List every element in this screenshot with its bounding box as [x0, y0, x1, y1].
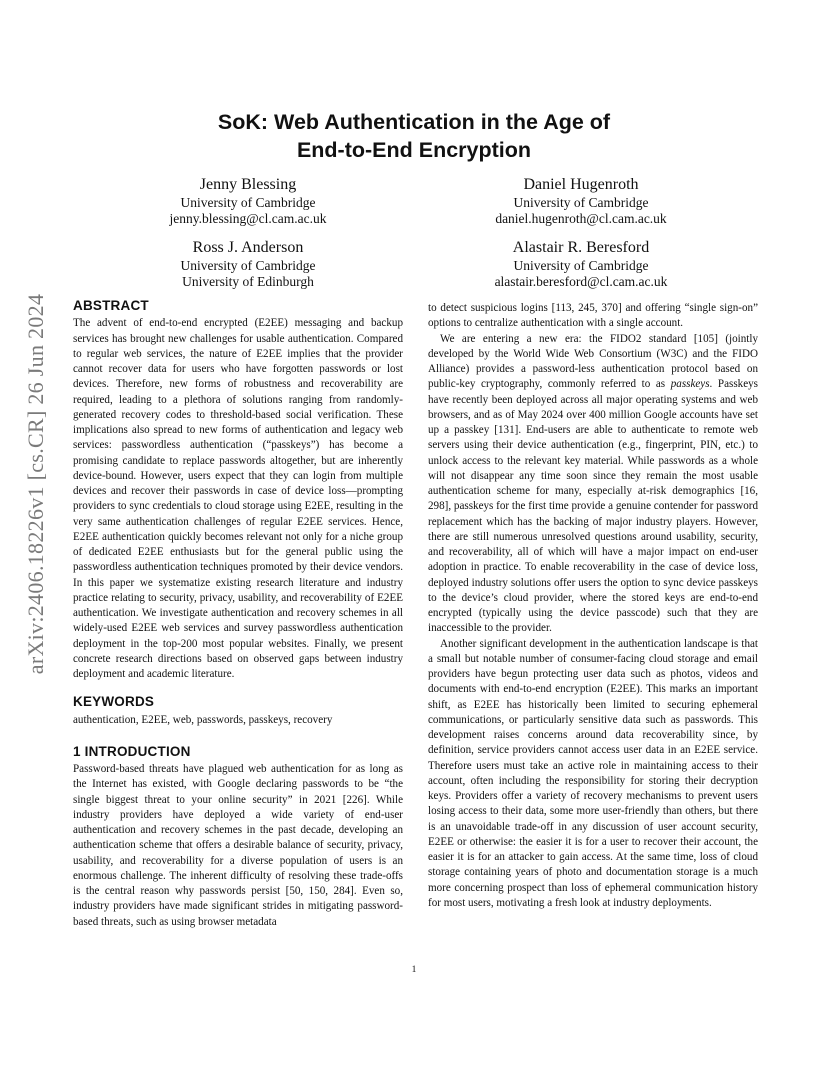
author-email: daniel.hugenroth@cl.cam.ac.uk — [495, 211, 667, 226]
abstract-heading: ABSTRACT — [73, 298, 149, 313]
keywords-heading: KEYWORDS — [73, 694, 155, 710]
paper-title — [0, 108, 828, 164]
author-block-1 — [98, 175, 398, 227]
author-block-4 — [431, 238, 731, 290]
paragraph-fido2-emphasis: passkeys — [670, 378, 710, 391]
author-email: alastair.beresford@cl.cam.ac.uk — [494, 274, 668, 289]
paragraph-continued: to detect suspicious logins [113, 245, 370] and offering “single sign-on” options to centralize authentication with a single account. — [428, 302, 758, 330]
left-column — [73, 298, 403, 930]
author-affiliation: University of Cambridge — [513, 195, 649, 210]
author-affiliation-2: University of Edinburgh — [182, 274, 314, 289]
arxiv-identifier — [20, 290, 52, 678]
author-name: Jenny Blessing — [199, 176, 297, 193]
author-name: Ross J. Anderson — [192, 239, 304, 256]
author-name: Alastair R. Beresford — [512, 239, 650, 256]
arxiv-identifier-text: arXiv:2406.18226v1 [cs.CR] 26 Jun 2024 — [23, 293, 48, 675]
author-email: jenny.blessing@cl.cam.ac.uk — [169, 211, 327, 226]
title-line-2: End-to-End Encryption — [296, 138, 532, 162]
paragraph-fido2 — [428, 332, 758, 637]
keywords-text: authentication, E2EE, web, passwords, passkeys, recovery — [73, 713, 333, 726]
abstract-text: The advent of end-to-end encrypted (E2EE) messaging and backup services has brought new challenges for usable authentication. Compared to regular web services, the nature of E2EE implies that the provider cannot recover data for users who have forgotten passwords or lost devices. Therefore, new forms of robustness and recoverability are required, leading to a plethora of solutions ranging from randomly-generated recovery codes to threshold-based social verification. These implications also spread to new forms of authentication and legacy web services: passwordless authentication (“passkeys”) has become a promising candidate to replace passwords altogether, but are inherently device-bound. However, users expect that they can login from multiple devices and recover their passwords in case of device loss—prompting providers to sync credentials to cloud storage using E2EE, resulting in the very same authentication challenges of regular E2EE services. Hence, E2EE authentication quickly becomes relevant not only for a niche group of dedicated E2EE enthusiasts but for the general public using the passwordless authentication techniques promoted by their device vendors. In this paper we systematize existing research literature and industry practice relating to security, privacy, usability, and recoverability of E2EE authentication. We investigate authentication and recovery schemes in all widely-used E2EE web services and survey passwordless authentication deployment in the top-200 most popular websites. Finally, we present concrete research directions based on observed gaps between industry deployment and academic literature. — [73, 317, 403, 680]
page-number: 1 — [411, 965, 417, 975]
author-affiliation: University of Cambridge — [180, 258, 316, 273]
author-affiliation: University of Cambridge — [513, 258, 649, 273]
introduction-heading: 1 INTRODUCTION — [73, 743, 191, 759]
author-block-2 — [431, 175, 731, 227]
right-column — [428, 301, 758, 911]
author-name: Daniel Hugenroth — [523, 176, 639, 193]
paragraph-fido2-part-b: . Passkeys have recently been deployed across all major operating systems and web browsers, and as of May 2024 over 400 million Google accounts have set up a passkey [131]. End-users are able to authenticate to remote web servers using their device authentication (e.g., fingerprint, PIN, etc.) to unlock access to the relevant key material. While passwords as a whole will not disappear any time soon since they remain the most usable authentication scheme for many, especially at-risk demographics [16, 298], passkeys for the first time provide a genuine contender for password replacement which has the backing of major industry players. However, there are still numerous unresolved questions around usability, security, and recoverability, all of which will have a major impact on end-user adoption in practice. To enable recoverability in the case of device loss, deployed industry solutions offer users the option to sync device passkeys to the device’s cloud provider, where the stored keys are end-to-end encrypted (typically using the device passcode) such that they are inaccessible to the provider. — [428, 378, 758, 635]
paragraph-fido2-part-a: We are entering a new era: the FIDO2 standard [105] (jointly developed by the World Wide Web Consortium (W3C) and the FIDO Alliance) provides a password-less authentication protocol based on public-key cryptography, commonly referred to as — [428, 332, 758, 391]
title-line-1: SoK: Web Authentication in the Age of — [217, 110, 611, 134]
author-affiliation: University of Cambridge — [180, 195, 316, 210]
paragraph-e2ee-storage: Another significant development in the authentication landscape is that a small but notable number of consumer-facing cloud storage and email providers have begun protecting user data such as photos, videos and documents with end-to-end encryption (E2EE). This marks an important shift, as E2EE has historically been limited to securing ephemeral communications, or particularly sensitive data such as passwords. This development raises concerns around data recoverability since, by definition, service providers cannot access user data in an E2EE service. Therefore users must take an active role in maintaining access to their account, often including the responsibility for storing their decryption keys. Providers offer a variety of recovery mechanisms to prevent users losing access to their data, some more user-friendly than others, but there is an unavoidable trade-off in any discussion of user account security, E2EE or otherwise: the easier it is for a user to recover their account, the easier it is for an attacker to gain access. At the same time, loss of cloud storage containing years of photo and documentation storage is a much more concerning prospect than loss of ephemeral communication history for most users, motivating a fresh look at industry deployments. — [428, 637, 758, 909]
introduction-paragraph: Password-based threats have plagued web authentication for as long as the Internet has existed, with Google declaring passwords to be “the single biggest threat to your online security” in 2021 [226]. While industry providers have deployed a wide variety of end-user authentication and recovery schemes in the past decade, developing an authentication scheme that offers a desirable balance of security, privacy, usability, and recoverability for a diverse population of users is an enormous challenge. The inherent difficulty of resolving these trade-offs is the central reason why passwords persist [50, 150, 284]. Even so, industry providers have made significant strides in mitigating password-based threats, such as using browser metadata — [73, 763, 403, 928]
author-block-3 — [98, 238, 398, 290]
